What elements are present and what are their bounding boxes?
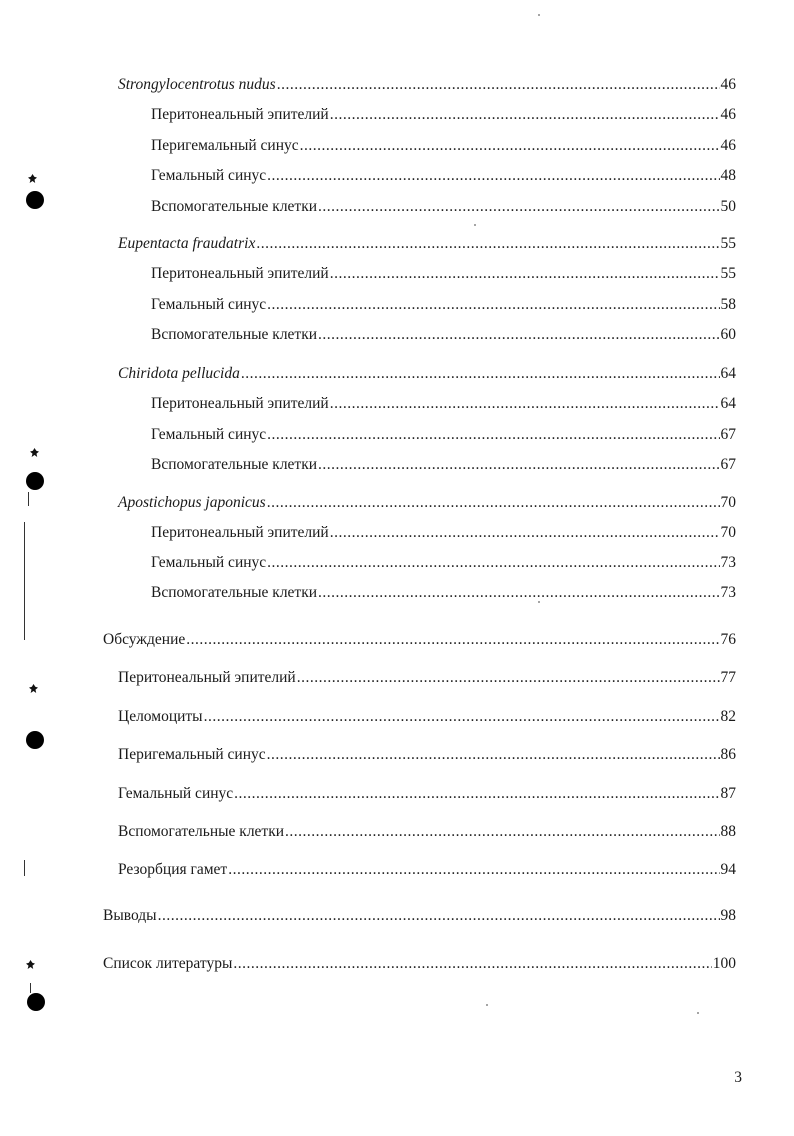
toc-entry xyxy=(103,906,736,926)
toc-entry-label: Вспомогательные клетки xyxy=(151,326,318,343)
toc-entry-label: Гемальный синус xyxy=(151,426,267,443)
toc-entry-page: 98 xyxy=(720,907,736,924)
toc-entry-label: Вспомогательные клетки xyxy=(151,456,318,473)
toc-entry-label: Apostichopus japonicus xyxy=(118,494,266,511)
toc-leader-dots xyxy=(330,394,720,414)
toc-entry-page: 100 xyxy=(712,955,736,972)
scan-dust xyxy=(486,1004,488,1006)
toc-leader-dots xyxy=(204,707,720,727)
toc-leader-dots xyxy=(285,822,719,842)
toc-entry xyxy=(151,197,736,217)
toc-entry xyxy=(103,954,736,974)
toc-entry-page: 67 xyxy=(720,426,736,443)
toc-leader-dots xyxy=(330,264,720,284)
toc-entry xyxy=(151,394,736,414)
binder-hole xyxy=(26,191,44,209)
toc-entry-label: Eupentacta fraudatrix xyxy=(118,235,256,252)
toc-leader-dots xyxy=(256,234,719,254)
scan-line xyxy=(24,522,25,640)
toc-entry-page: 70 xyxy=(720,524,736,541)
scan-line xyxy=(24,860,25,876)
toc-leader-dots xyxy=(318,325,719,345)
toc-entry xyxy=(151,264,736,284)
toc-entry-page: 46 xyxy=(720,137,736,154)
toc-entry-page: 46 xyxy=(720,106,736,123)
toc-entry-label: Обсуждение xyxy=(103,631,186,648)
toc-entry-page: 73 xyxy=(720,584,736,601)
scan-speck xyxy=(26,960,35,969)
toc-entry xyxy=(151,425,736,445)
toc-entry-page: 94 xyxy=(720,861,736,878)
toc-entry xyxy=(118,668,736,688)
toc-entry-label: Выводы xyxy=(103,907,157,924)
toc-entry xyxy=(151,553,736,573)
scan-speck xyxy=(29,684,38,693)
scan-line xyxy=(28,492,29,506)
toc-entry-page: 55 xyxy=(720,265,736,282)
toc-leader-dots xyxy=(234,784,719,804)
toc-entry xyxy=(118,707,736,727)
toc-entry-page: 77 xyxy=(720,669,736,686)
toc-entry-label: Перитонеальный эпителий xyxy=(151,395,329,412)
toc-leader-dots xyxy=(186,630,719,650)
toc-entry-label: Перигемальный синус xyxy=(118,746,266,763)
toc-leader-dots xyxy=(297,668,720,688)
toc-entry-label: Перитонеальный эпителий xyxy=(151,106,329,123)
toc-entry-label: Перигемальный синус xyxy=(151,137,299,154)
toc-entry-page: 64 xyxy=(720,365,736,382)
toc-entry xyxy=(118,822,736,842)
toc-entry-page: 67 xyxy=(720,456,736,473)
toc-leader-dots xyxy=(318,455,719,475)
toc-leader-dots xyxy=(228,860,719,880)
toc-entry-page: 87 xyxy=(720,785,736,802)
toc-leader-dots xyxy=(233,954,711,974)
toc-entry xyxy=(151,523,736,543)
toc-entry-label: Strongylocentrotus nudus xyxy=(118,76,276,93)
toc-entry-label: Гемальный синус xyxy=(151,296,267,313)
toc-entry-page: 46 xyxy=(720,76,736,93)
toc-entry-label: Перитонеальный эпителий xyxy=(118,669,296,686)
toc-entry-label: Вспомогательные клетки xyxy=(118,823,285,840)
toc-entry-page: 55 xyxy=(720,235,736,252)
toc-leader-dots xyxy=(267,493,720,513)
toc-entry xyxy=(118,234,736,254)
toc-entry xyxy=(151,295,736,315)
toc-entry-page: 70 xyxy=(720,494,736,511)
toc-entry-page: 64 xyxy=(720,395,736,412)
toc-entry xyxy=(151,136,736,156)
toc-entry-page: 58 xyxy=(720,296,736,313)
toc-entry xyxy=(151,583,736,603)
toc-leader-dots xyxy=(267,553,719,573)
toc-entry-label: Список литературы xyxy=(103,955,233,972)
toc-leader-dots xyxy=(267,425,719,445)
toc-leader-dots xyxy=(267,295,719,315)
toc-entry xyxy=(118,860,736,880)
toc-entry-label: Целомоциты xyxy=(118,708,203,725)
toc-leader-dots xyxy=(330,105,720,125)
toc-leader-dots xyxy=(158,906,720,926)
scan-dust xyxy=(697,1012,699,1014)
scan-line xyxy=(30,983,31,993)
toc-entry-label: Гемальный синус xyxy=(118,785,234,802)
binder-hole xyxy=(27,993,45,1011)
toc-entry-page: 86 xyxy=(720,746,736,763)
toc-entry-label: Вспомогательные клетки xyxy=(151,584,318,601)
toc-entry-page: 76 xyxy=(720,631,736,648)
toc-entry-label: Гемальный синус xyxy=(151,554,267,571)
page-number: 3 xyxy=(734,1069,742,1086)
toc-entry xyxy=(103,630,736,650)
toc-entry-page: 48 xyxy=(720,167,736,184)
toc-entry-label: Перитонеальный эпителий xyxy=(151,524,329,541)
toc-entry-label: Перитонеальный эпителий xyxy=(151,265,329,282)
toc-entry-page: 60 xyxy=(720,326,736,343)
binder-hole xyxy=(26,472,44,490)
toc-entry-page: 82 xyxy=(720,708,736,725)
toc-leader-dots xyxy=(318,197,719,217)
toc-entry-page: 50 xyxy=(720,198,736,215)
toc-entry xyxy=(151,166,736,186)
toc-leader-dots xyxy=(267,745,720,765)
toc-entry xyxy=(151,325,736,345)
scan-dust xyxy=(474,224,476,226)
toc-leader-dots xyxy=(241,364,720,384)
scan-dust xyxy=(538,14,540,16)
toc-entry xyxy=(151,455,736,475)
toc-entry-label: Резорбция гамет xyxy=(118,861,228,878)
scan-speck xyxy=(28,174,37,183)
toc-leader-dots xyxy=(277,75,720,95)
scan-dust xyxy=(538,601,540,603)
toc-leader-dots xyxy=(318,583,719,603)
toc-entry-label: Chiridota pellucida xyxy=(118,365,240,382)
toc-entry xyxy=(151,105,736,125)
toc-entry-page: 73 xyxy=(720,554,736,571)
toc-entry-label: Вспомогательные клетки xyxy=(151,198,318,215)
toc-entry xyxy=(118,784,736,804)
toc-entry-page: 88 xyxy=(720,823,736,840)
toc-leader-dots xyxy=(267,166,719,186)
toc-leader-dots xyxy=(330,523,720,543)
toc-entry xyxy=(118,745,736,765)
toc-entry xyxy=(118,364,736,384)
toc-entry xyxy=(118,75,736,95)
scan-speck xyxy=(30,448,39,457)
toc-entry-label: Гемальный синус xyxy=(151,167,267,184)
binder-hole xyxy=(26,731,44,749)
toc-leader-dots xyxy=(300,136,720,156)
toc-entry xyxy=(118,493,736,513)
